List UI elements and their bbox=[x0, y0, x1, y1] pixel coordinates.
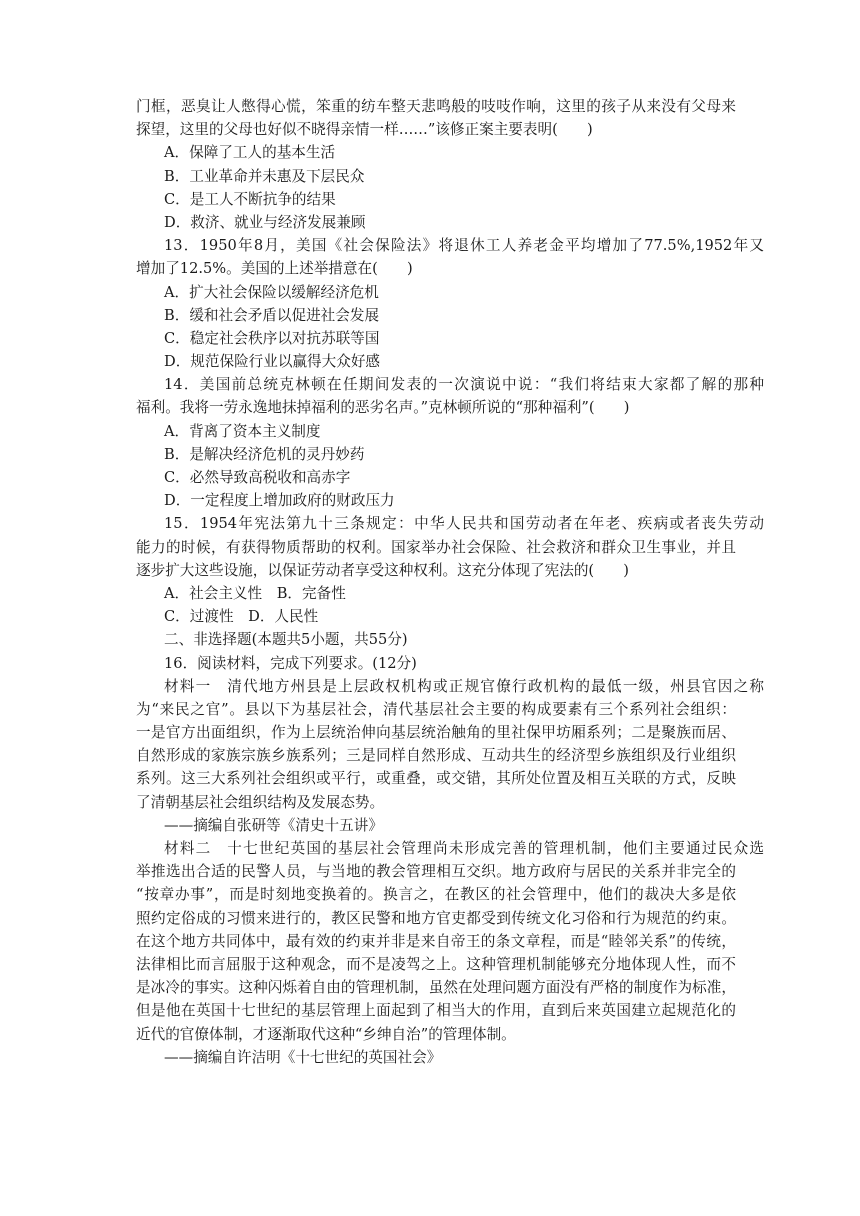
text-line: C．必然导致高税收和高赤字 bbox=[164, 469, 351, 486]
text-line: 15．1954年宪法第九十三条规定：中华人民共和国劳动者在年老、疾病或者丧失劳动 bbox=[164, 515, 764, 533]
text-line: 法律相比而言屈服于这种观念，而不是凌驾之上。这种管理机制能够充分地体现人性，而不 bbox=[136, 955, 736, 973]
text-line: 探望，这里的父母也好似不晓得亲情一样……”该修正案主要表明( ) bbox=[136, 121, 593, 139]
text-line: 二、非选择题(本题共5小题，共55分) bbox=[164, 631, 408, 649]
text-line: “按章办事”，而是时刻地变换着的。换言之，在教区的社会管理中，他们的裁决大多是依 bbox=[136, 886, 736, 904]
text-line: A．背离了资本主义制度 bbox=[164, 422, 321, 440]
text-line: 福利。我将一劳永逸地抹掉福利的恶劣名声。”克林顿所说的“那种福利”( ) bbox=[136, 399, 630, 417]
text-line: 为“来民之官”。县以下为基层社会，清代基层社会主要的构成要素有三个系列社会组织： bbox=[136, 700, 736, 718]
text-line: 近代的官僚体制，才逐渐取代这种“乡绅自治”的管理体制。 bbox=[136, 1025, 516, 1043]
text-line: B．缓和社会矛盾以促进社会发展 bbox=[164, 306, 380, 324]
text-line: 自然形成的家族宗族乡族系列；三是同样自然形成、互动共生的经济型乡族组织及行业组织 bbox=[136, 747, 736, 765]
text-line: 在这个地方共同体中，最有效的约束并非是来自帝王的条文章程，而是“睦邻关系”的传统， bbox=[136, 932, 736, 950]
text-line: D．一定程度上增加政府的财政压力 bbox=[164, 492, 395, 510]
text-line: D．规范保险行业以赢得大众好感 bbox=[164, 353, 381, 371]
text-line: B．是解决经济危机的灵丹妙药 bbox=[164, 445, 365, 463]
text-line: C．过渡性 D．人民性 bbox=[164, 608, 319, 626]
text-line: C．稳定社会秩序以对抗苏联等国 bbox=[164, 329, 380, 347]
text-line: 但是他在英国十七世纪的基层管理上面起到了相当大的作用，直到后来英国建立起规范化的 bbox=[136, 1002, 736, 1020]
text-line: 逐步扩大这些设施，以保证劳动者享受这种权利。这充分体现了宪法的( ) bbox=[136, 561, 629, 579]
document-body bbox=[136, 95, 764, 1069]
text-line: 举推选出合适的民警人员，与当地的教会管理相互交织。地方政府与居民的关系并非完全的 bbox=[136, 863, 736, 881]
text-line: 16．阅读材料，完成下列要求。(12分) bbox=[164, 654, 417, 672]
text-line: 14．美国前总统克林顿在任期间发表的一次演说中说：“我们将结束大家都了解的那种 bbox=[164, 376, 764, 394]
text-line: A．扩大社会保险以缓解经济危机 bbox=[164, 283, 379, 301]
text-line: C．是工人不断抗争的结果 bbox=[164, 190, 336, 208]
text-line: D．救济、就业与经济发展兼顾 bbox=[164, 213, 366, 231]
text-line: B．工业革命并未惠及下层民众 bbox=[164, 167, 365, 185]
text-line: 了清朝基层社会组织结构及发展态势。 bbox=[136, 793, 385, 811]
text-line: A．社会主义性 B．完备性 bbox=[164, 584, 346, 602]
text-line: 能力的时候，有获得物质帮助的权利。国家举办社会保险、社会救济和群众卫生事业，并且 bbox=[136, 538, 736, 556]
text-line: 是冰冷的事实。这种闪烁着自由的管理机制，虽然在处理问题方面没有严格的制度作为标准， bbox=[136, 979, 736, 997]
text-line: ——摘编自许洁明《十七世纪的英国社会》 bbox=[164, 1048, 442, 1066]
text-line: 一是官方出面组织，作为上层统治伸向基层统治触角的里社保甲坊厢系列；二是聚族而居、 bbox=[136, 724, 736, 742]
text-line: 13．1950年8月，美国《社会保险法》将退休工人养老金平均增加了77.5%,1952年又 bbox=[164, 237, 764, 255]
text-line: 材料一 清代地方州县是上层政权机构或正规官僚行政机构的最低一级，州县官因之称 bbox=[164, 677, 764, 695]
text-line: 照约定俗成的习惯来进行的，教区民警和地方官吏都受到传统文化习俗和行为规范的约束。 bbox=[136, 909, 736, 927]
text-line: ——摘编自张研等《清史十五讲》 bbox=[164, 816, 383, 834]
text-line: 材料二 十七世纪英国的基层社会管理尚未形成完善的管理机制，他们主要通过民众选 bbox=[164, 840, 764, 857]
text-line: 系列。这三大系列社会组织或平行，或重叠，或交错，其所处位置及相互关联的方式，反映 bbox=[136, 770, 736, 788]
text-line: 门框，恶臭让人憋得心慌，笨重的纺车整天悲鸣般的吱吱作响，这里的孩子从来没有父母来 bbox=[136, 98, 736, 115]
text-line: A．保障了工人的基本生活 bbox=[164, 144, 336, 162]
text-line: 增加了12.5%。美国的上述举措意在( ) bbox=[136, 260, 413, 278]
